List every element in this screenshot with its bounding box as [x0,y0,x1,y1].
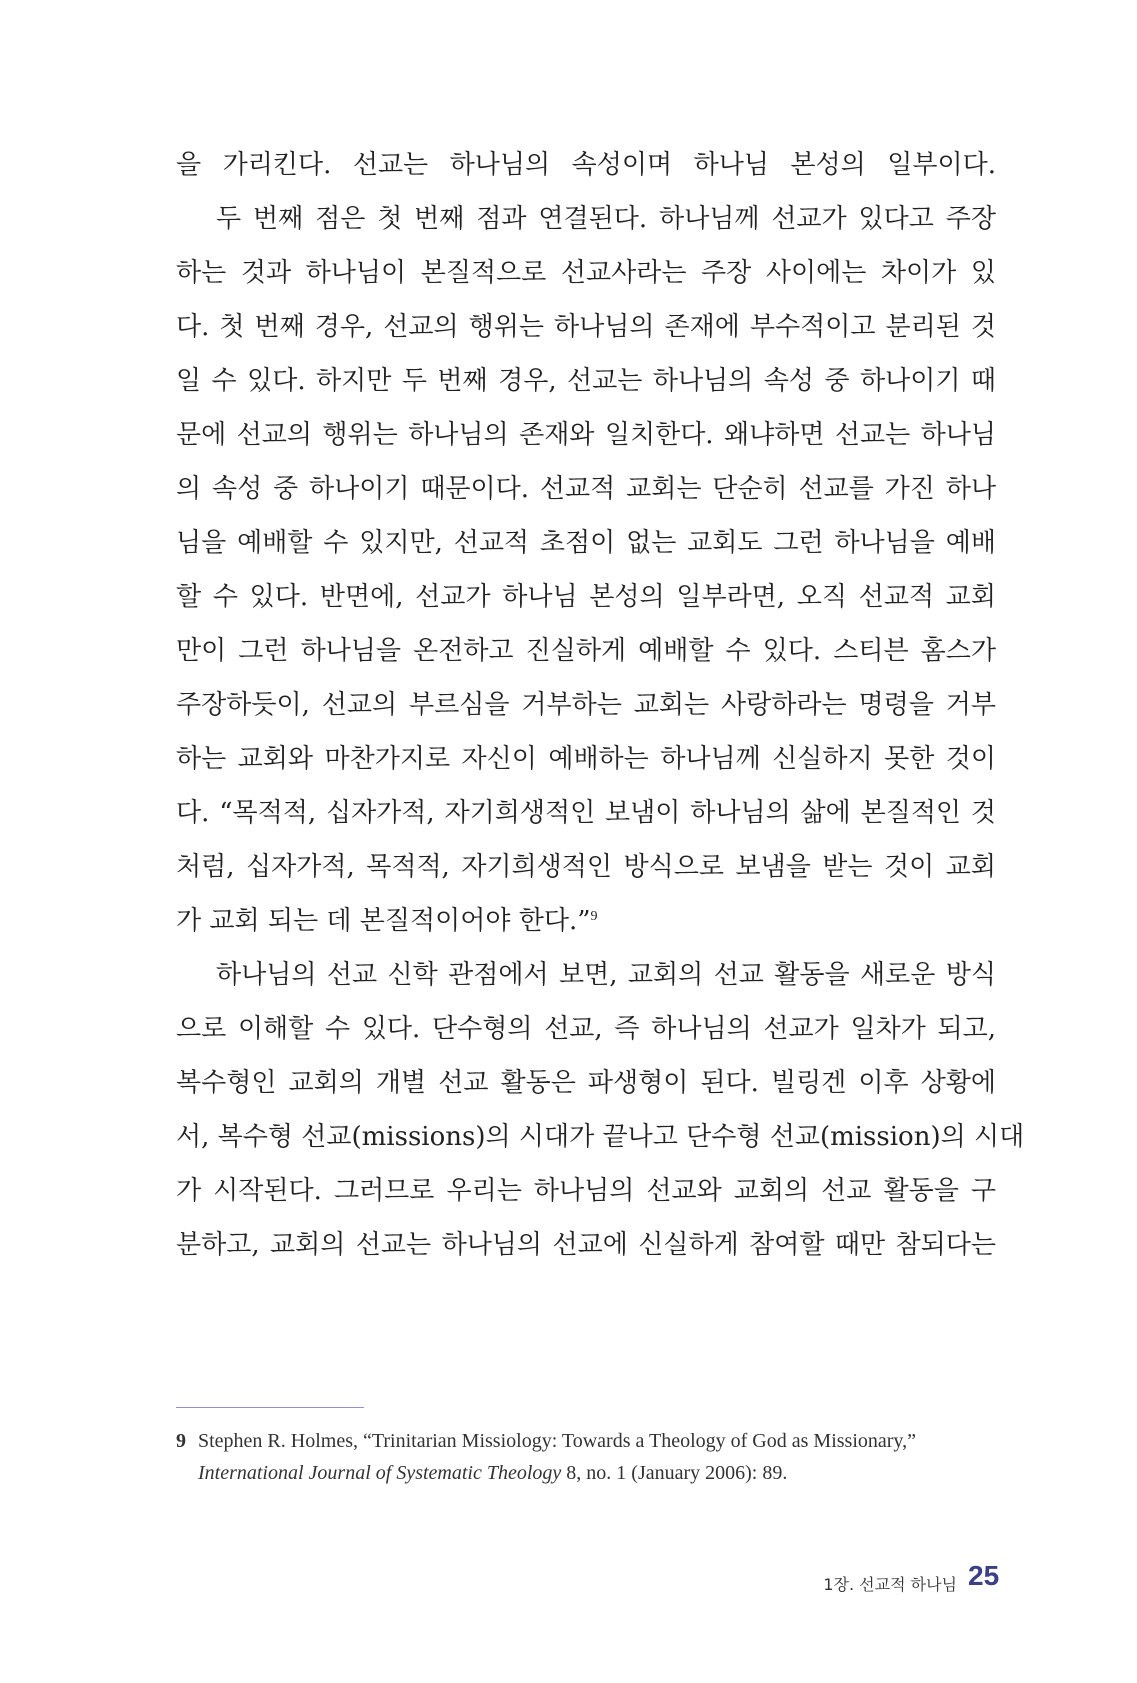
body-line: 하나님의 선교 신학 관점에서 보면, 교회의 선교 활동을 새로운 방식 [216,960,996,990]
body-line: 다. “목적적, 십자가적, 자기희생적인 보냄이 하나님의 삶에 본질적인 것 [176,798,996,828]
body-line: 하는 교회와 마찬가지로 자신이 예배하는 하나님께 신실하지 못한 것이 [176,744,996,774]
body-line: 두 번째 점은 첫 번째 점과 연결된다. 하나님께 선교가 있다고 주장 [216,204,996,234]
body-line: 분하고, 교회의 선교는 하나님의 선교에 신실하게 참여할 때만 참되다는 [176,1230,996,1260]
body-line: 만이 그런 하나님을 온전하고 진실하게 예배할 수 있다. 스티븐 홈스가 [176,636,996,666]
footnote-divider [176,1407,364,1408]
body-line: 의 속성 중 하나이기 때문이다. 선교적 교회는 단순히 선교를 가진 하나 [176,474,996,504]
body-line-text: 가 교회 되는 데 본질적이어야 한다.” [176,906,591,936]
body-line: 다. 첫 번째 경우, 선교의 행위는 하나님의 존재에 부수적이고 분리된 것 [176,312,996,342]
footnote-citation-detail: 8, no. 1 (January 2006): 89. [561,1462,788,1484]
body-line-with-footnote-ref [176,904,996,938]
body-line: 님을 예배할 수 있지만, 선교적 초점이 없는 교회도 그런 하나님을 예배 [176,528,996,558]
body-line: 할 수 있다. 반면에, 선교가 하나님 본성의 일부라면, 오직 선교적 교회 [176,582,996,612]
body-line: 가 시작된다. 그러므로 우리는 하나님의 선교와 교회의 선교 활동을 구 [176,1176,996,1206]
body-line: 하는 것과 하나님이 본질적으로 선교사라는 주장 사이에는 차이가 있 [176,258,996,288]
footnote-number: 9 [176,1430,186,1452]
footnote-line-2 [198,1460,787,1486]
body-line: 주장하듯이, 선교의 부르심을 거부하는 교회는 사랑하라는 명령을 거부 [176,690,996,720]
body-line: 처럼, 십자가적, 목적적, 자기희생적인 방식으로 보냄을 받는 것이 교회 [176,852,996,882]
footnote-reference[interactable]: 9 [590,909,598,924]
body-line: 문에 선교의 행위는 하나님의 존재와 일치한다. 왜냐하면 선교는 하나님 [176,420,996,450]
body-line: 으로 이해할 수 있다. 단수형의 선교, 즉 하나님의 선교가 일차가 되고, [176,1014,996,1044]
body-line: 복수형인 교회의 개별 선교 활동은 파생형이 된다. 빌링겐 이후 상황에 [176,1068,996,1098]
body-line: 서, 복수형 선교(missions)의 시대가 끝나고 단수형 선교(mission)의 시대 [176,1122,1025,1152]
body-line: 을 가리킨다. 선교는 하나님의 속성이며 하나님 본성의 일부이다. [176,150,996,180]
footnote-journal-title: International Journal of Systematic Theology [198,1462,562,1484]
page-number: 25 [968,1560,1000,1591]
body-line: 일 수 있다. 하지만 두 번째 경우, 선교는 하나님의 속성 중 하나이기 때 [176,366,996,396]
footnote-line-1: Stephen R. Holmes, “Trinitarian Missiology: Towards a Theology of God as Missionary,” [198,1430,916,1452]
running-footer-chapter: 1장. 선교적 하나님 [823,1575,957,1594]
